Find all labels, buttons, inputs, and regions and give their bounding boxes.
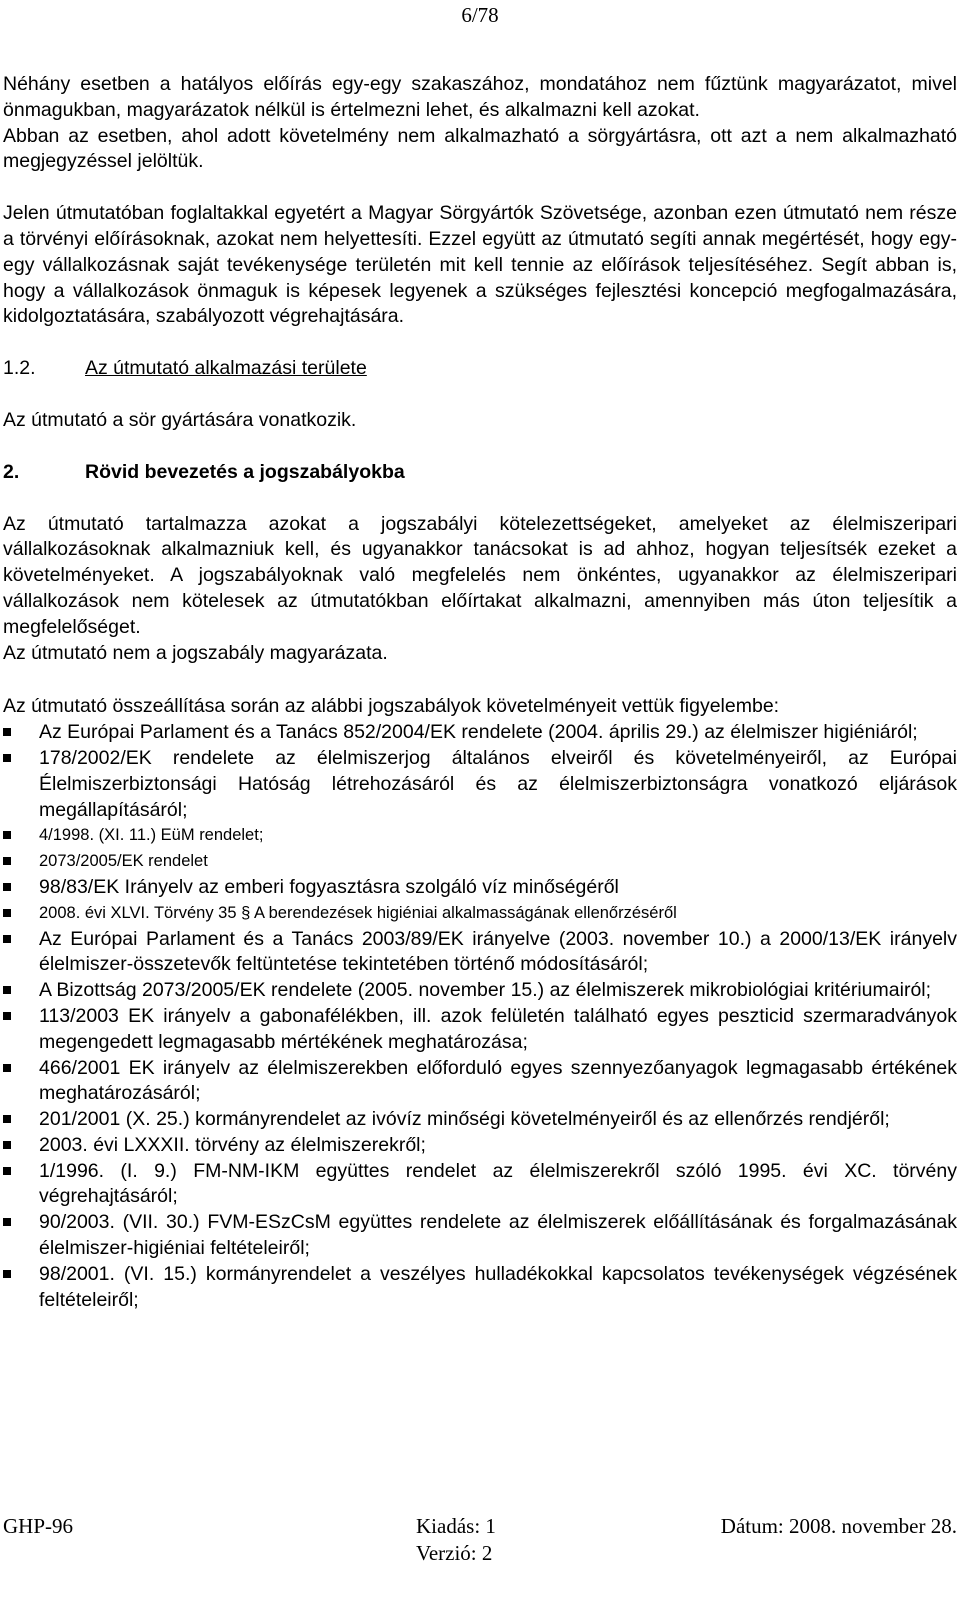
list-item: 466/2001 EK irányelv az élelmiszerekben előforduló egyes szennyezőanyagok legmagasabb értékének meghatározásáról; — [3, 1056, 957, 1108]
square-bullet-icon — [3, 857, 11, 865]
square-bullet-icon — [3, 1270, 11, 1278]
square-bullet-icon — [3, 754, 11, 762]
list-item: 4/1998. (XI. 11.) EüM rendelet; — [3, 823, 957, 849]
issue-number: Kiadás: 1 — [416, 1514, 496, 1538]
version-number: Verzió: 2 — [416, 1541, 493, 1565]
square-bullet-icon — [3, 1012, 11, 1020]
list-item: 178/2002/EK rendelete az élelmiszerjog általános elveiről és követelményeiről, az Európai Élelmiszerbiztonsági Hatóság létrehozásáról és az élelmiszerbiztonságra vonatkozó eljárások megállapításáról; — [3, 746, 957, 823]
square-bullet-icon — [3, 1115, 11, 1123]
document-date: Dátum: 2008. november 28. — [720, 1514, 957, 1538]
list-item: 201/2001 (X. 25.) kormányrendelet az ivóvíz minőségi követelményeiről és az ellenőrzés rendjéről; — [3, 1107, 957, 1133]
section-title: Az útmutató alkalmazási területe — [85, 357, 367, 380]
intro-paragraph-3: Jelen útmutatóban foglaltakkal egyetért a Magyar Sörgyártók Szövetsége, azonban ezen útmutató nem része a törvényi előírásoknak, azokat nem helyettesíti. Ezzel együtt az útmutató segíti annak megértését, hogy egy-egy vállalkozásnak saját tevékenysége területén mit kell tennie az előírások teljesítéséhez. Segít abban is, hogy a vállalkozások önmaguk is képesek legyenek a szükséges fejlesztési koncepció megfogalmazására, kidolgoztatására, szabályozott végrehajtására. — [3, 202, 957, 328]
square-bullet-icon — [3, 831, 11, 839]
square-bullet-icon — [3, 1167, 11, 1175]
section-number: 1.2. — [3, 357, 36, 380]
page-number: 6/78 — [461, 3, 499, 27]
square-bullet-icon — [3, 728, 11, 736]
square-bullet-icon — [3, 883, 11, 891]
list-item: A Bizottság 2073/2005/EK rendelete (2005. november 15.) az élelmiszerek mikrobiológiai kritériumairól; — [3, 978, 957, 1004]
list-item: Az Európai Parlament és a Tanács 852/2004/EK rendelete (2004. április 29.) az élelmiszer higiéniáról; — [3, 720, 957, 746]
square-bullet-icon — [3, 1141, 11, 1149]
regulation-list — [3, 720, 957, 1313]
square-bullet-icon — [3, 1218, 11, 1226]
intro-paragraph-2: Abban az esetben, ahol adott követelmény nem alkalmazható a sörgyártásra, ott azt a nem alkalmazható megjegyzéssel jelöltük. — [3, 124, 957, 173]
section-2-paragraph-1: Az útmutató tartalmazza azokat a jogszabályi kötelezettségeket, amelyeket az élelmiszeripari vállalkozásoknak alkalmazniuk kell, és ugyanakkor tanácsokat is ad ahhoz, hogyan teljesítsék ezeket a követelményeket. A jogszabályoknak való megfelelés nem önkéntes, ugyanakkor az élelmiszeripari vállalkozások nem kötelesek az útmutatókban előírtakat alkalmazni, amennyiben más úton teljesítik a megfelelőséget. — [3, 512, 957, 638]
page-footer — [3, 1513, 957, 1573]
section-1-2-heading — [3, 356, 957, 382]
list-item: 2003. évi LXXXII. törvény az élelmiszerekről; — [3, 1133, 957, 1159]
list-item: Az Európai Parlament és a Tanács 2003/89/EK irányelve (2003. november 10.) a 2000/13/EK irányelv élelmiszer-összetevők feltüntetése tekintetében történő módosításáról; — [3, 927, 957, 979]
section-title: Rövid bevezetés a jogszabályokba — [85, 460, 405, 483]
regulation-list-intro: Az útmutató összeállítása során az alábbi jogszabályok követelményeit vettük figyelembe: — [3, 695, 780, 718]
list-item: 98/83/EK Irányelv az emberi fogyasztásra szolgáló víz minőségéről — [3, 875, 957, 901]
list-item: 2008. évi XLVI. Törvény 35 § A berendezések higiéniai alkalmasságának ellenőrzéséről — [3, 901, 957, 927]
list-item: 1/1996. (I. 9.) FM-NM-IKM együttes rendelet az élelmiszerekről szóló 1995. évi XC. törvény végrehajtásáról; — [3, 1159, 957, 1211]
document-body — [3, 72, 957, 1313]
section-2-heading — [3, 460, 957, 486]
square-bullet-icon — [3, 935, 11, 943]
square-bullet-icon — [3, 909, 11, 917]
list-item: 90/2003. (VII. 30.) FVM-ESzCsM együttes rendelete az élelmiszerek előállításának és forgalmazásának élelmiszer-higiéniai feltételeiről; — [3, 1210, 957, 1262]
square-bullet-icon — [3, 986, 11, 994]
section-number: 2. — [3, 460, 20, 483]
list-item: 98/2001. (VI. 15.) kormányrendelet a veszélyes hulladékokkal kapcsolatos tevékenységek végzésének feltételeiről; — [3, 1262, 957, 1314]
list-item: 2073/2005/EK rendelet — [3, 849, 957, 875]
section-1-2-body: Az útmutató a sör gyártására vonatkozik. — [3, 408, 357, 431]
intro-paragraph-1: Néhány esetben a hatályos előírás egy-egy szakaszához, mondatához nem fűztünk magyarázatot, mivel önmagukban, magyarázatok nélkül is értelmezni lehet, és alkalmazni kell azokat. — [3, 73, 957, 121]
square-bullet-icon — [3, 1064, 11, 1072]
list-item: 113/2003 EK irányelv a gabonafélékben, ill. azok felületén található egyes peszticid szermaradványok megengedett legmagasabb mértékének meghatározása; — [3, 1004, 957, 1056]
section-2-paragraph-2: Az útmutató nem a jogszabály magyarázata. — [3, 641, 388, 664]
document-code: GHP-96 — [3, 1514, 74, 1538]
